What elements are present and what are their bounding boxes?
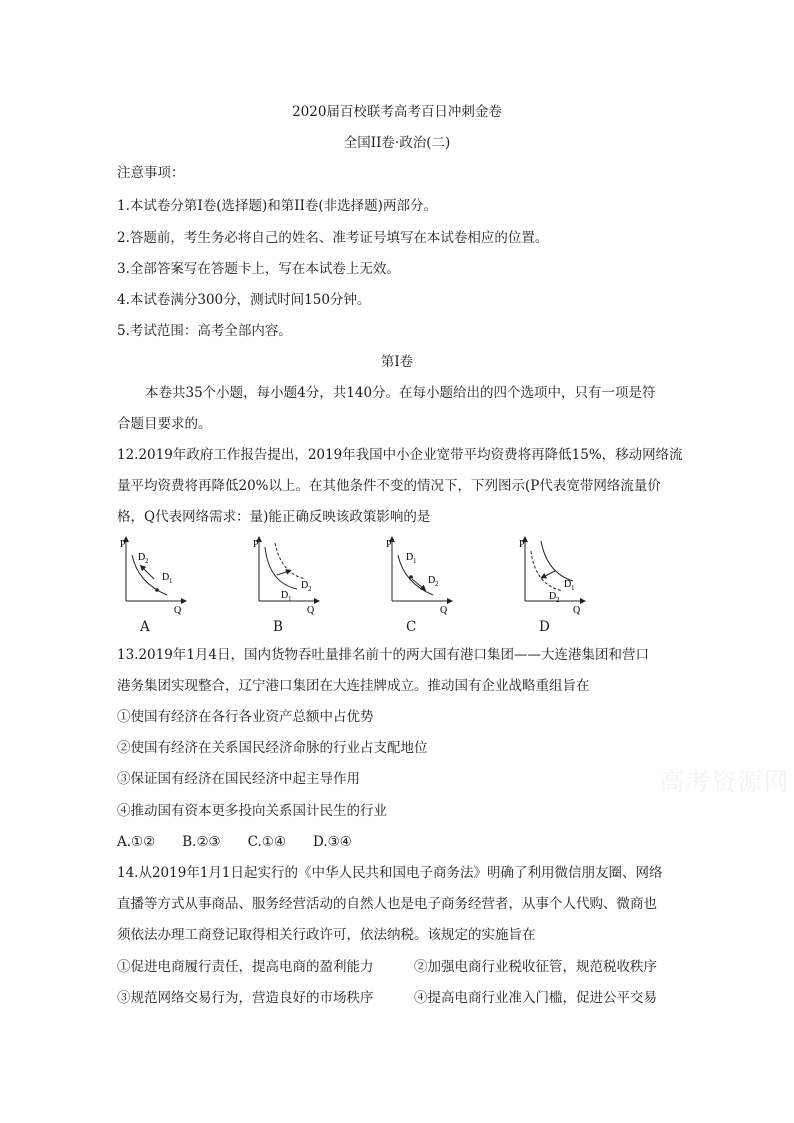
demand-curve-d1 (265, 547, 297, 589)
note-item: 4.本试卷满分300分，测试时间150分钟。 (117, 292, 371, 308)
d1-subscript: 1 (413, 557, 417, 565)
movement-arrow (412, 579, 424, 589)
q13-option: ③保证国有经济在国民经济中起主导作用 (117, 771, 360, 787)
q12-stem: 12.2019年政府工作报告提出，2019年我国中小企业宽带平均资费将再降低15%，移动网络流 (117, 447, 683, 463)
figure-b-graph (245, 535, 345, 625)
section-title: 第I卷 (380, 354, 414, 370)
q13-option: ①使国有经济在各行各业资产总额中占优势 (117, 709, 374, 725)
q13-choices: A.①② B.②③ C.①④ D.③④ (117, 834, 352, 850)
q13-stem: 13.2019年1月4日，国内货物吞吐量排名前十的两大国有港口集团——大连港集团和营口 (117, 647, 650, 663)
q-label: Q (174, 605, 182, 616)
q14-option: ④提高电商行业准入门槛，促进公平交易 (414, 990, 657, 1006)
watermark: 高考资源网 (660, 768, 790, 796)
section-intro: 本卷共35个小题，每小题4分，共140分。在每小题给出的四个选项中，只有一项是符 (145, 385, 656, 401)
curve-point (155, 588, 159, 592)
q-label: Q (307, 605, 315, 616)
q12-stem: 格，Q代表网络需求：量)能正确反映该政策影响的是 (117, 509, 431, 525)
option-b-label: B (273, 619, 283, 635)
figure-c (378, 535, 478, 640)
demand-curve-d2 (531, 551, 563, 591)
d2-label: D (549, 591, 557, 602)
note-item: 1.本试卷分第I卷(选择题)和第II卷(非选择题)两部分。 (117, 198, 437, 214)
d1-label: D (406, 552, 414, 563)
q14-option: ②加强电商行业税收征管，规范税收秩序 (414, 959, 657, 975)
q14-option: ③规范网络交易行为，营造良好的市场秩序 (117, 990, 374, 1006)
exam-subtitle: 全国II卷·政治(二) (343, 135, 451, 151)
figure-d (511, 535, 611, 640)
d2-label: D (301, 580, 309, 591)
d1-subscript: 1 (288, 595, 292, 603)
d1-subscript: 1 (169, 577, 173, 585)
q-label: Q (573, 605, 581, 616)
d2-subscript: 2 (308, 585, 312, 593)
figure-a (112, 535, 212, 640)
p-label: P (120, 539, 126, 550)
option-a-label: A (140, 619, 150, 635)
q14-stem: 直播等方式从事商品、服务经营活动的自然人也是电子商务经营者，从事个人代购、微商也 (117, 896, 657, 912)
curve-point (409, 575, 413, 579)
q13-stem: 港务集团实现整合，辽宁港口集团在大连挂牌成立。推动国有企业战略重组旨在 (117, 678, 590, 694)
d2-subscript: 2 (556, 596, 560, 604)
q14-stem: 须依法办理工商登记取得相关行政许可，依法纳税。该规定的实施旨在 (117, 927, 536, 943)
d1-subscript: 1 (571, 584, 575, 592)
p-label: P (253, 539, 259, 550)
d2-subscript: 2 (145, 557, 149, 565)
demand-curve-d1 (541, 541, 573, 581)
note-item: 2.答题前，考生务必将自己的姓名、准考证号填写在本试卷相应的位置。 (117, 230, 549, 246)
q13-option: ④推动国有资本更多投向关系国计民生的行业 (117, 803, 387, 819)
d2-label: D (138, 552, 146, 563)
note-item: 3.全部答案写在答题卡上，写在本试卷上无效。 (117, 261, 400, 277)
d2-label: D (428, 575, 436, 586)
q12-stem: 量平均资费将再降低20%以上。在其他条件不变的情况下，下列图示(P代表宽带网络流量价 (117, 478, 661, 494)
notes-heading: 注意事项： (117, 165, 185, 181)
figure-d-graph (511, 535, 611, 625)
d1-label: D (564, 579, 572, 590)
movement-arrow (142, 567, 154, 579)
figure-b (245, 535, 345, 640)
demand-curve-d2 (275, 543, 305, 579)
option-c-label: C (406, 619, 417, 635)
shift-arrow (277, 571, 289, 575)
p-label: P (519, 539, 525, 550)
note-item: 5.考试范围：高考全部内容。 (117, 323, 292, 339)
q-label: Q (440, 605, 448, 616)
q12-figures (112, 535, 612, 640)
section-intro: 合题目要求的。 (117, 416, 212, 432)
q14-option: ①促进电商履行责任，提高电商的盈利能力 (117, 959, 374, 975)
figure-a-graph (112, 535, 212, 625)
option-d-label: D (539, 619, 550, 635)
d2-subscript: 2 (435, 580, 439, 588)
q14-stem: 14.从2019年1月1日起实行的《中华人民共和国电子商务法》明确了利用微信朋友圈、网络 (117, 865, 663, 881)
shift-arrow (543, 571, 555, 577)
q13-option: ②使国有经济在关系国民经济命脉的行业占支配地位 (117, 740, 428, 756)
figure-c-graph (378, 535, 478, 625)
exam-title: 2020届百校联考高考百日冲刺金卷 (292, 104, 502, 120)
d1-label: D (162, 572, 170, 583)
d1-label: D (281, 590, 289, 601)
p-label: P (386, 539, 392, 550)
